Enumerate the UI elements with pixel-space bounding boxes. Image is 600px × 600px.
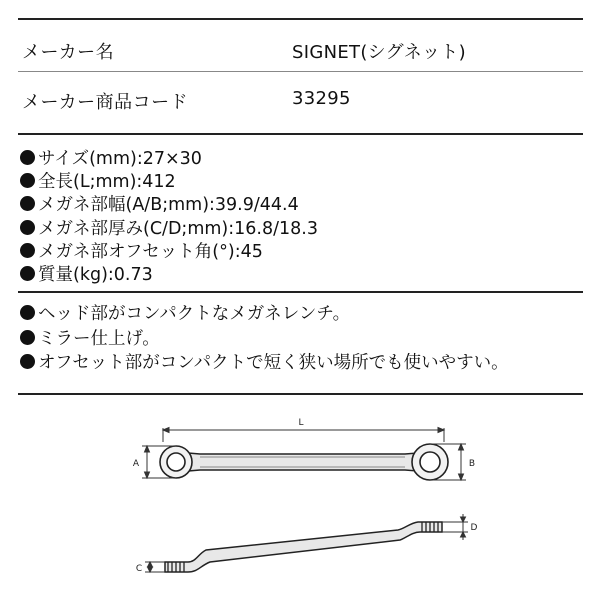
feature-item: オフセット部がコンパクトで短く狭い場所でも使いやすい。 xyxy=(20,351,509,376)
top-rule xyxy=(18,18,583,20)
feature-item: ミラー仕上げ。 xyxy=(20,327,509,352)
bullet-icon xyxy=(20,220,35,235)
section-rule-3 xyxy=(18,393,583,395)
bullet-icon xyxy=(20,196,35,211)
label-a: A xyxy=(132,459,140,469)
bullet-icon xyxy=(20,243,35,258)
spec-item: メガネ部オフセット角(°):45 xyxy=(20,241,318,264)
row-divider xyxy=(18,71,583,72)
spec-item: 質量(kg):0.73 xyxy=(20,264,318,287)
section-rule-2 xyxy=(18,291,583,293)
spec-item: サイズ(mm):27×30 xyxy=(20,148,318,171)
label-d: D xyxy=(470,523,478,533)
dimension-c xyxy=(145,562,165,572)
bullet-icon xyxy=(20,266,35,281)
spec-list xyxy=(20,148,318,287)
product-code-value: 33295 xyxy=(292,88,351,109)
bullet-icon xyxy=(20,354,35,369)
wrench-dimension-diagram xyxy=(0,400,600,600)
label-b: B xyxy=(468,459,476,469)
label-l: L xyxy=(298,418,304,428)
spec-item: メガネ部厚み(C/D;mm):16.8/18.3 xyxy=(20,218,318,241)
maker-name-label: メーカー名 xyxy=(22,42,115,63)
maker-name-value: SIGNET(シグネット) xyxy=(292,42,466,63)
dimension-d xyxy=(442,514,468,540)
bullet-icon xyxy=(20,150,35,165)
section-rule-1 xyxy=(18,133,583,135)
wrench-top-view xyxy=(160,444,448,480)
feature-list xyxy=(20,302,509,376)
bullet-icon xyxy=(20,173,35,188)
feature-item: ヘッド部がコンパクトなメガネレンチ。 xyxy=(20,302,509,327)
label-c: C xyxy=(135,564,143,574)
spec-item: 全長(L;mm):412 xyxy=(20,171,318,194)
spec-item: メガネ部幅(A/B;mm):39.9/44.4 xyxy=(20,194,318,217)
bullet-icon xyxy=(20,305,35,320)
bullet-icon xyxy=(20,330,35,345)
product-code-label: メーカー商品コード xyxy=(22,92,189,113)
wrench-side-view xyxy=(165,522,442,572)
dimension-l xyxy=(163,428,444,443)
